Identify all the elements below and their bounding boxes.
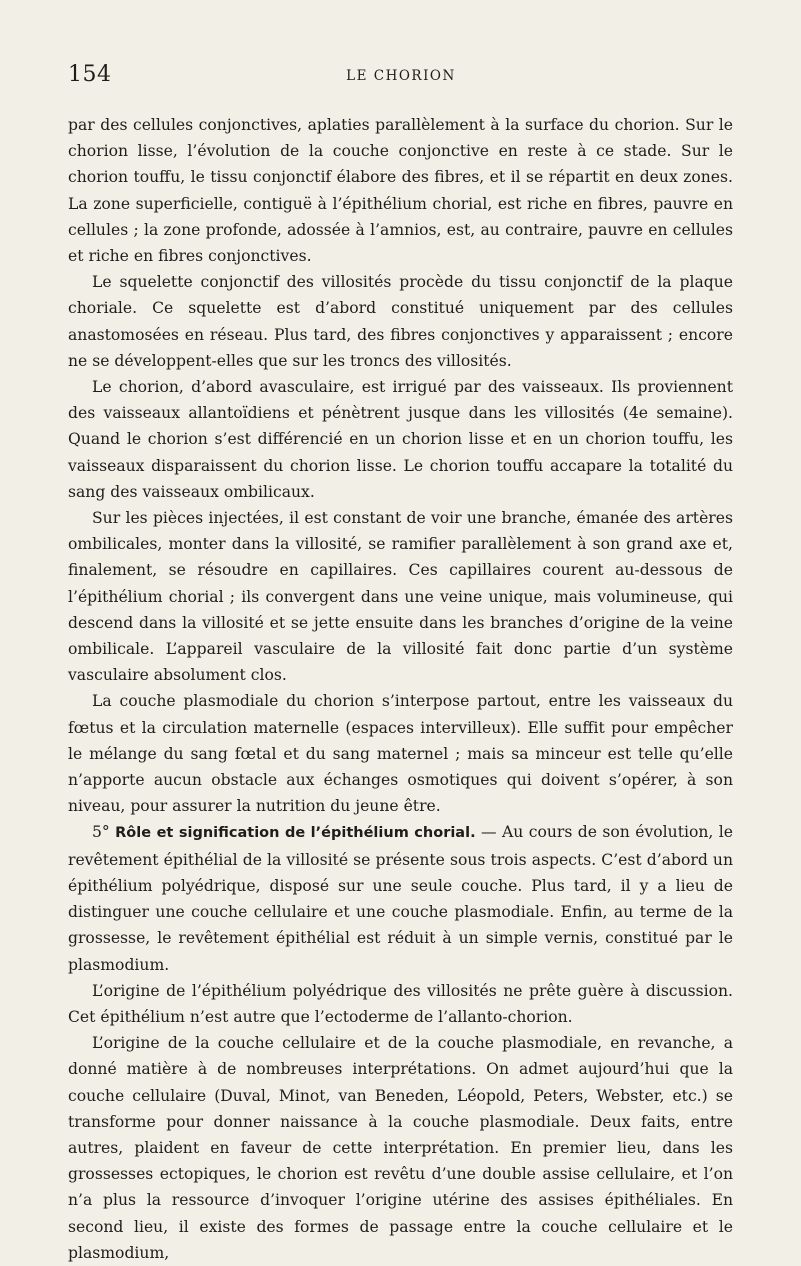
paragraph-7: L’origine de l’épithélium polyédrique des villosités ne prête guère à discussion. Cet épithélium n’est autre que l’ectoderme de l’allanto-chorion. bbox=[68, 981, 733, 1026]
body-text bbox=[68, 112, 733, 1266]
section-heading: Rôle et signification de l’épithélium chorial. bbox=[115, 825, 476, 842]
paragraph-8: L’origine de la couche cellulaire et de la couche plasmodiale, en revanche, a donné matière à de nombreuses interprétations. On admet aujourd’hui que la couche cellulaire (Duval, Minot, van Beneden, Léopold, Peters, Webster, etc.) se transforme pour donner naissance à la couche plasmodiale. Deux faits, entre autres, plaident en faveur de cette interprétation. En premier lieu, dans les grossesses ectopiques, le chorion est revêtu d’une double assise cellulaire, et l’on n’a plus la ressource d’invoquer l’origine utérine des assises épithéliales. En second lieu, il existe des formes de passage entre la couche cellulaire et le plasmodium, bbox=[68, 1034, 733, 1262]
paragraph-5: La couche plasmodiale du chorion s’interpose partout, entre les vaisseaux du fœtus et la circulation maternelle (espaces intervilleux). Elle suffit pour empêcher le mélange du sang fœtal et du sang maternel ; mais sa minceur est telle qu’elle n’apporte aucun obstacle aux échanges osmotiques qui doivent s’opérer, à son niveau, pour assurer la nutrition du jeune être. bbox=[68, 692, 733, 816]
paragraph-2: Le squelette conjonctif des villosités procède du tissu conjonctif de la plaque choriale. Ce squelette est d’abord constitué uniquement par des cellules anastomosées en réseau. Plus tard, des fibres conjonctives y apparaissent ; encore ne se développent-elles que sur les troncs des villosités. bbox=[68, 273, 733, 370]
page-header bbox=[68, 62, 734, 92]
paragraph-3: Le chorion, d’abord avasculaire, est irrigué par des vaisseaux. Ils proviennent des vaisseaux allantoïdiens et pénètrent jusque dans les villosités (4e semaine). Quand le chorion s’est différencié en un chorion lisse et en un chorion touffu, les vaisseaux disparaissent du chorion lisse. Le chorion touffu accapare la totalité du sang des vaisseaux ombilicaux. bbox=[68, 378, 733, 501]
running-title: LE CHORION bbox=[346, 68, 456, 84]
paragraph-4: Sur les pièces injectées, il est constant de voir une branche, émanée des artères ombilicales, monter dans la villosité, se ramifier parallèlement à son grand axe et, finalement, se résoudre en capillaires. Ces capillaires courent au-dessous de l’épithélium chorial ; ils convergent dans une veine unique, mais volumineuse, qui descend dans la villosité et se jette ensuite dans les branches d’origine de la veine ombilicale. L’appareil vasculaire de la villosité fait donc partie d’un système vasculaire absolument clos. bbox=[68, 509, 733, 685]
paragraph-1: par des cellules conjonctives, aplaties parallèlement à la surface du chorion. Sur le chorion lisse, l’évolution de la couche conjonctive en reste à ce stade. Sur le chorion touffu, le tissu conjonctif élabore des fibres, et il se répartit en deux zones. La zone superficielle, contiguë à l’épithélium chorial, est riche en fibres, pauvre en cellules ; la zone profonde, adossée à l’amnios, est, au contraire, pauvre en cellules et riche en fibres conjonctives. bbox=[68, 116, 733, 266]
page-number: 154 bbox=[68, 62, 112, 87]
section-number: 5° bbox=[92, 823, 110, 842]
section-paragraph bbox=[68, 819, 733, 977]
section-lead-text: — Au cours de son évolution, le revêtement épithélial de la villosité se présente sous trois aspects. C’est d’abord un épithélium polyédrique, disposé sur une seule couche. Plus tard, il y a lieu de distinguer une couche cellulaire et une couche plasmodiale. Enfin, au terme de la grossesse, le revêtement épithélial est réduit à un simple vernis, constitué par le plasmodium. bbox=[68, 823, 733, 974]
